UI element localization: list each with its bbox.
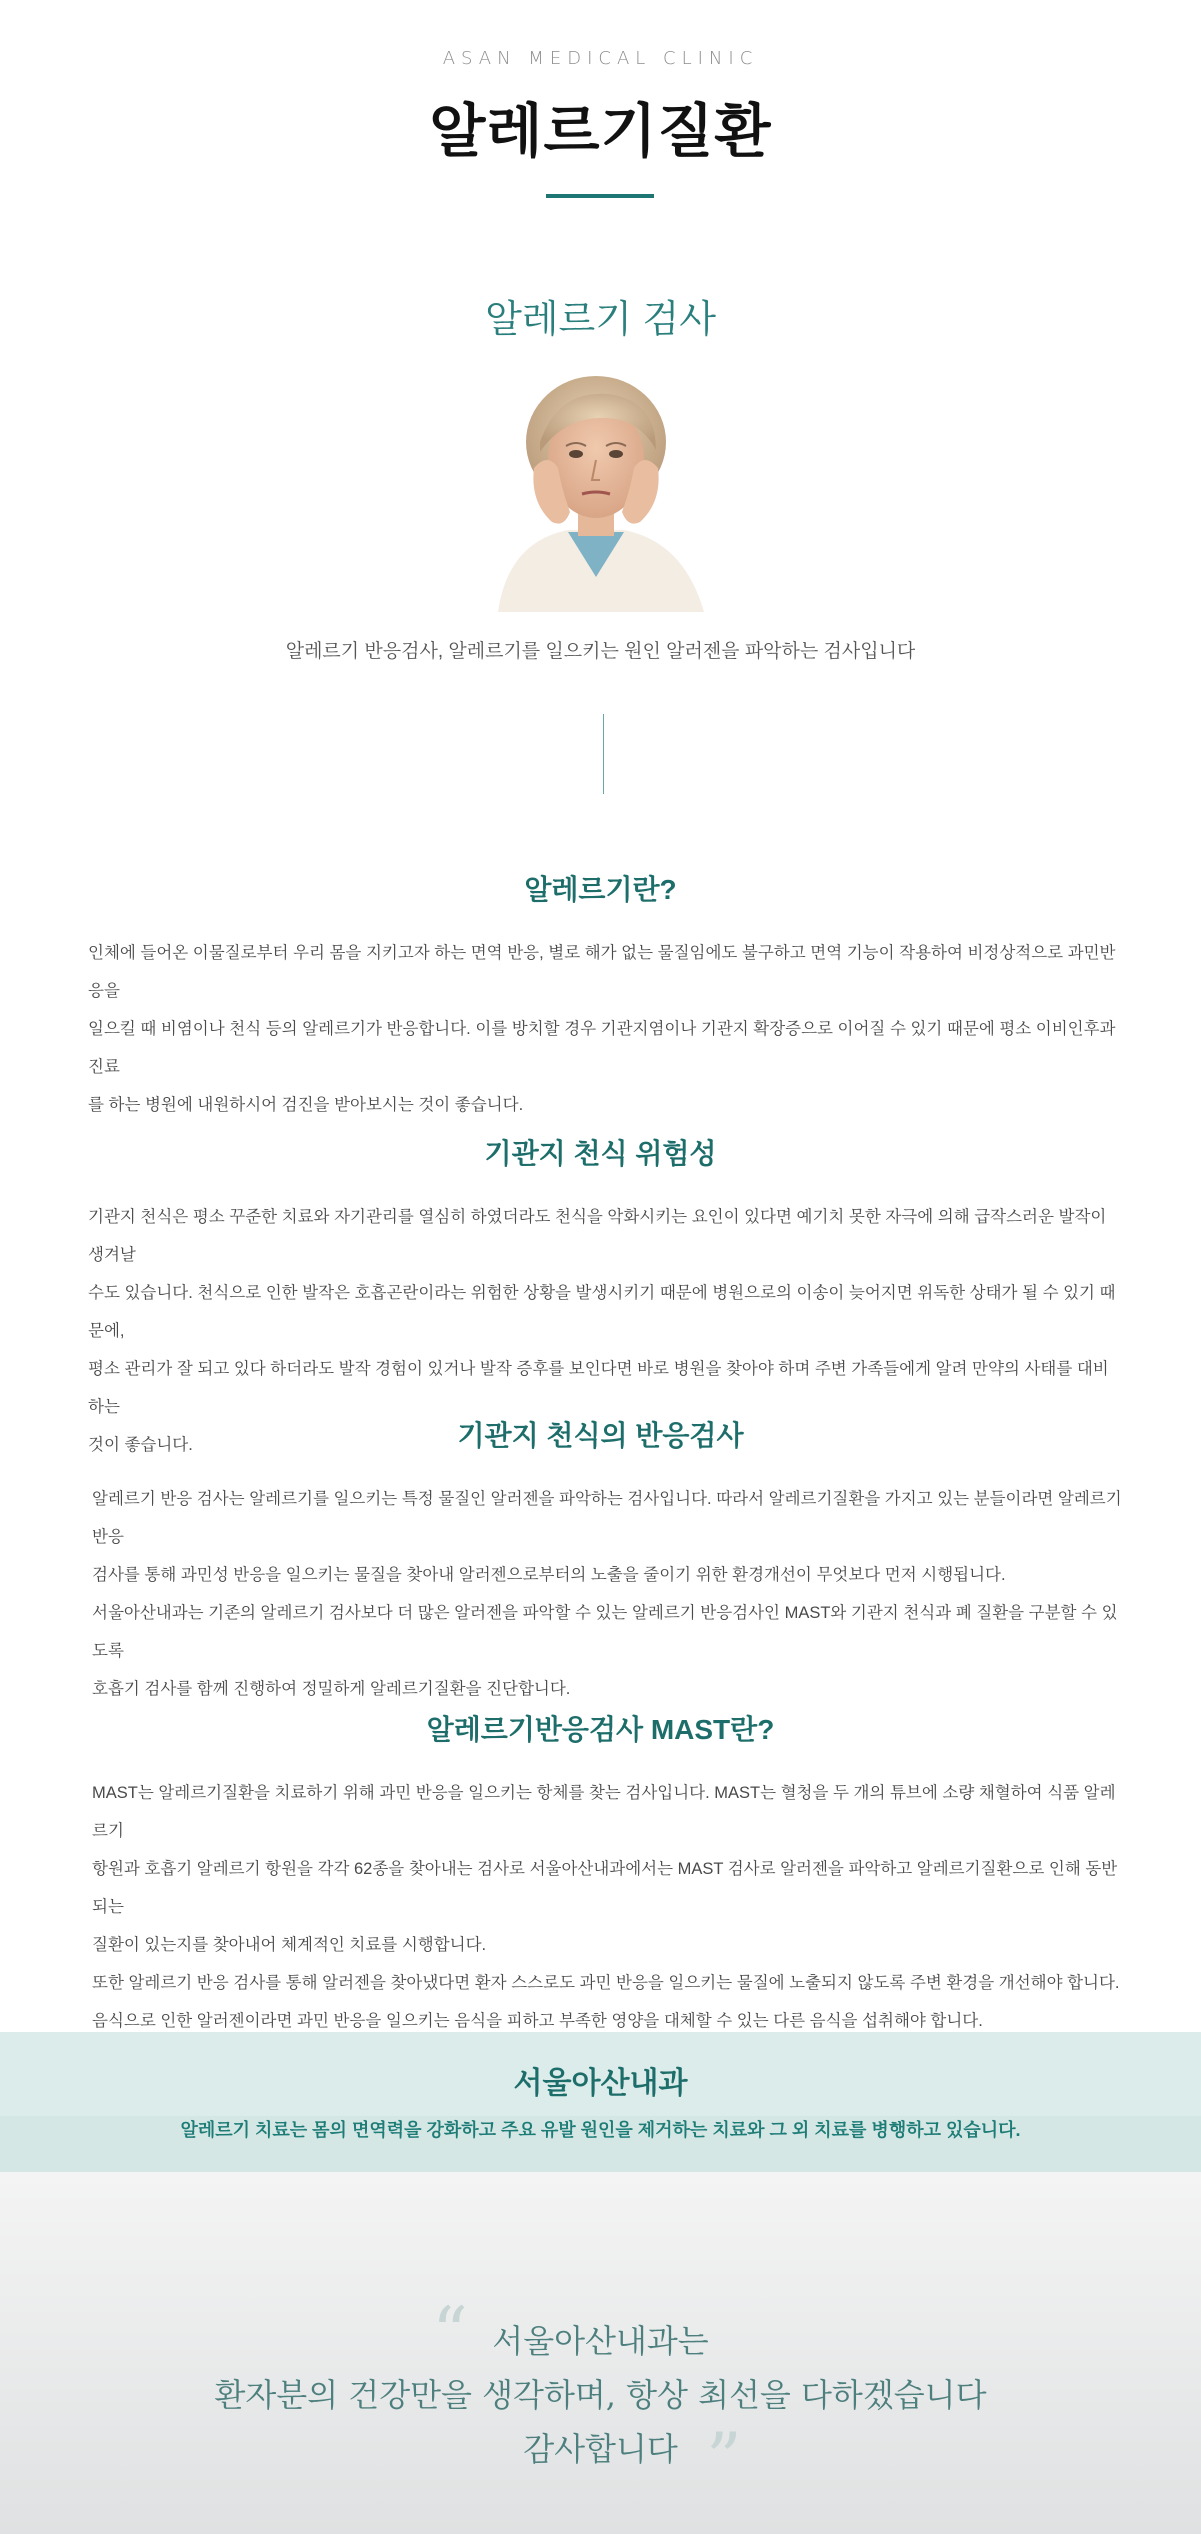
paragraph-line: 것이 좋습니다.	[88, 1436, 193, 1454]
brand-subtitle: ASAN MEDICAL CLINIC	[442, 48, 759, 69]
paragraph-line: 기관지 천식은 평소 꾸준한 치료와 자기관리를 열심히 하였더라도 천식을 악화시키는 요인이 있다면 예기치 못한 자극에 의해 급작스러운 발작이 생겨날	[88, 1208, 1107, 1264]
heading-asthma-risk: 기관지 천식 위험성	[484, 1138, 717, 1169]
heading-what-is-allergy: 알레르기란?	[524, 874, 677, 905]
paragraph-what-is-allergy	[88, 934, 1118, 1124]
woman-photo	[478, 372, 714, 612]
paragraph-line: 항원과 호흡기 알레르기 항원을 각각 62종을 찾아내는 검사로 서울아산내과에서는 MAST 검사로 알러젠을 파악하고 알레르기질환으로 인해 동반되는	[92, 1860, 1118, 1916]
band-title: 서울아산내과	[513, 2067, 688, 2100]
paragraph-line: 질환이 있는지를 찾아내어 체계적인 치료를 시행합니다.	[92, 1936, 487, 1954]
intro-caption: 알레르기 반응검사, 알레르기를 일으키는 원인 알러젠을 파악하는 검사입니다	[285, 641, 916, 662]
page-title: 알레르기질환	[429, 99, 772, 164]
section-title-allergy-test: 알레르기 검사	[485, 299, 716, 341]
paragraph-line: 서울아산내과는 기존의 알레르기 검사보다 더 많은 알러젠을 파악할 수 있는 알레르기 반응검사인 MAST와 기관지 천식과 폐 질환을 구분할 수 있도록	[92, 1604, 1118, 1660]
paragraph-line: 일으킬 때 비염이나 천식 등의 알레르기가 반응합니다. 이를 방치할 경우 기관지염이나 기관지 확장증으로 이어질 수 있기 때문에 평소 이비인후과 진료	[88, 1020, 1116, 1076]
paragraph-line: 또한 알레르기 반응 검사를 통해 알러젠을 찾아냈다면 환자 스스로도 과민 반응을 일으키는 물질에 노출되지 않도록 주변 환경을 개선해야 합니다.	[92, 1974, 1120, 1992]
divider-vertical	[603, 714, 604, 794]
closing-line: 서울아산내과는	[492, 2322, 709, 2360]
quote-open-icon: “	[432, 2292, 468, 2374]
title-underline	[546, 194, 654, 198]
closing-line: 감사합니다	[523, 2430, 678, 2468]
woman-illustration	[478, 372, 714, 612]
paragraph-mast	[92, 1774, 1122, 2040]
clinic-band	[0, 2032, 1201, 2172]
paragraph-line: 검사를 통해 과민성 반응을 일으키는 물질을 찾아내 알러젠으로부터의 노출을 줄이기 위한 환경개선이 무엇보다 먼저 시행됩니다.	[92, 1566, 1006, 1584]
heading-mast: 알레르기반응검사 MAST란?	[426, 1714, 775, 1745]
band-subtitle: 알레르기 치료는 몸의 면역력을 강화하고 주요 유발 원인을 제거하는 치료와 그 외 치료를 병행하고 있습니다.	[180, 2120, 1021, 2140]
paragraph-line: 를 하는 병원에 내원하시어 검진을 받아보시는 것이 좋습니다.	[88, 1096, 524, 1114]
paragraph-line: 음식으로 인한 알러젠이라면 과민 반응을 일으키는 음식을 피하고 부족한 영양을 대체할 수 있는 다른 음식을 섭취해야 합니다.	[92, 2012, 983, 2030]
paragraph-asthma-reaction-test	[92, 1480, 1122, 1708]
closing-message	[0, 2314, 1201, 2476]
paragraph-line: 평소 관리가 잘 되고 있다 하더라도 발작 경험이 있거나 발작 증후를 보인다면 바로 병원을 찾아야 하며 주변 가족들에게 알려 만약의 사태를 대비하는	[88, 1360, 1109, 1416]
paragraph-line: 인체에 들어온 이물질로부터 우리 몸을 지키고자 하는 면역 반응, 별로 해가 없는 물질임에도 불구하고 면역 기능이 작용하여 비정상적으로 과민반응을	[88, 944, 1116, 1000]
paragraph-line: MAST는 알레르기질환을 치료하기 위해 과민 반응을 일으키는 항체를 찾는 검사입니다. MAST는 혈청을 두 개의 튜브에 소량 채혈하여 식품 알레르기	[92, 1784, 1116, 1840]
heading-asthma-reaction-test: 기관지 천식의 반응검사	[457, 1420, 744, 1451]
closing-section	[0, 2172, 1201, 2534]
paragraph-line: 알레르기 반응 검사는 알레르기를 일으키는 특정 물질인 알러젠을 파악하는 검사입니다. 따라서 알레르기질환을 가지고 있는 분들이라면 알레르기 반응	[92, 1490, 1122, 1546]
paragraph-line: 호흡기 검사를 함께 진행하여 정밀하게 알레르기질환을 진단합니다.	[92, 1680, 571, 1698]
paragraph-line: 수도 있습니다. 천식으로 인한 발작은 호흡곤란이라는 위험한 상황을 발생시키기 때문에 병원으로의 이송이 늦어지면 위독한 상태가 될 수 있기 때문에,	[88, 1284, 1116, 1340]
quote-close-icon: ”	[706, 2418, 742, 2500]
closing-line: 환자분의 건강만을 생각하며, 항상 최선을 다하겠습니다	[214, 2376, 987, 2414]
